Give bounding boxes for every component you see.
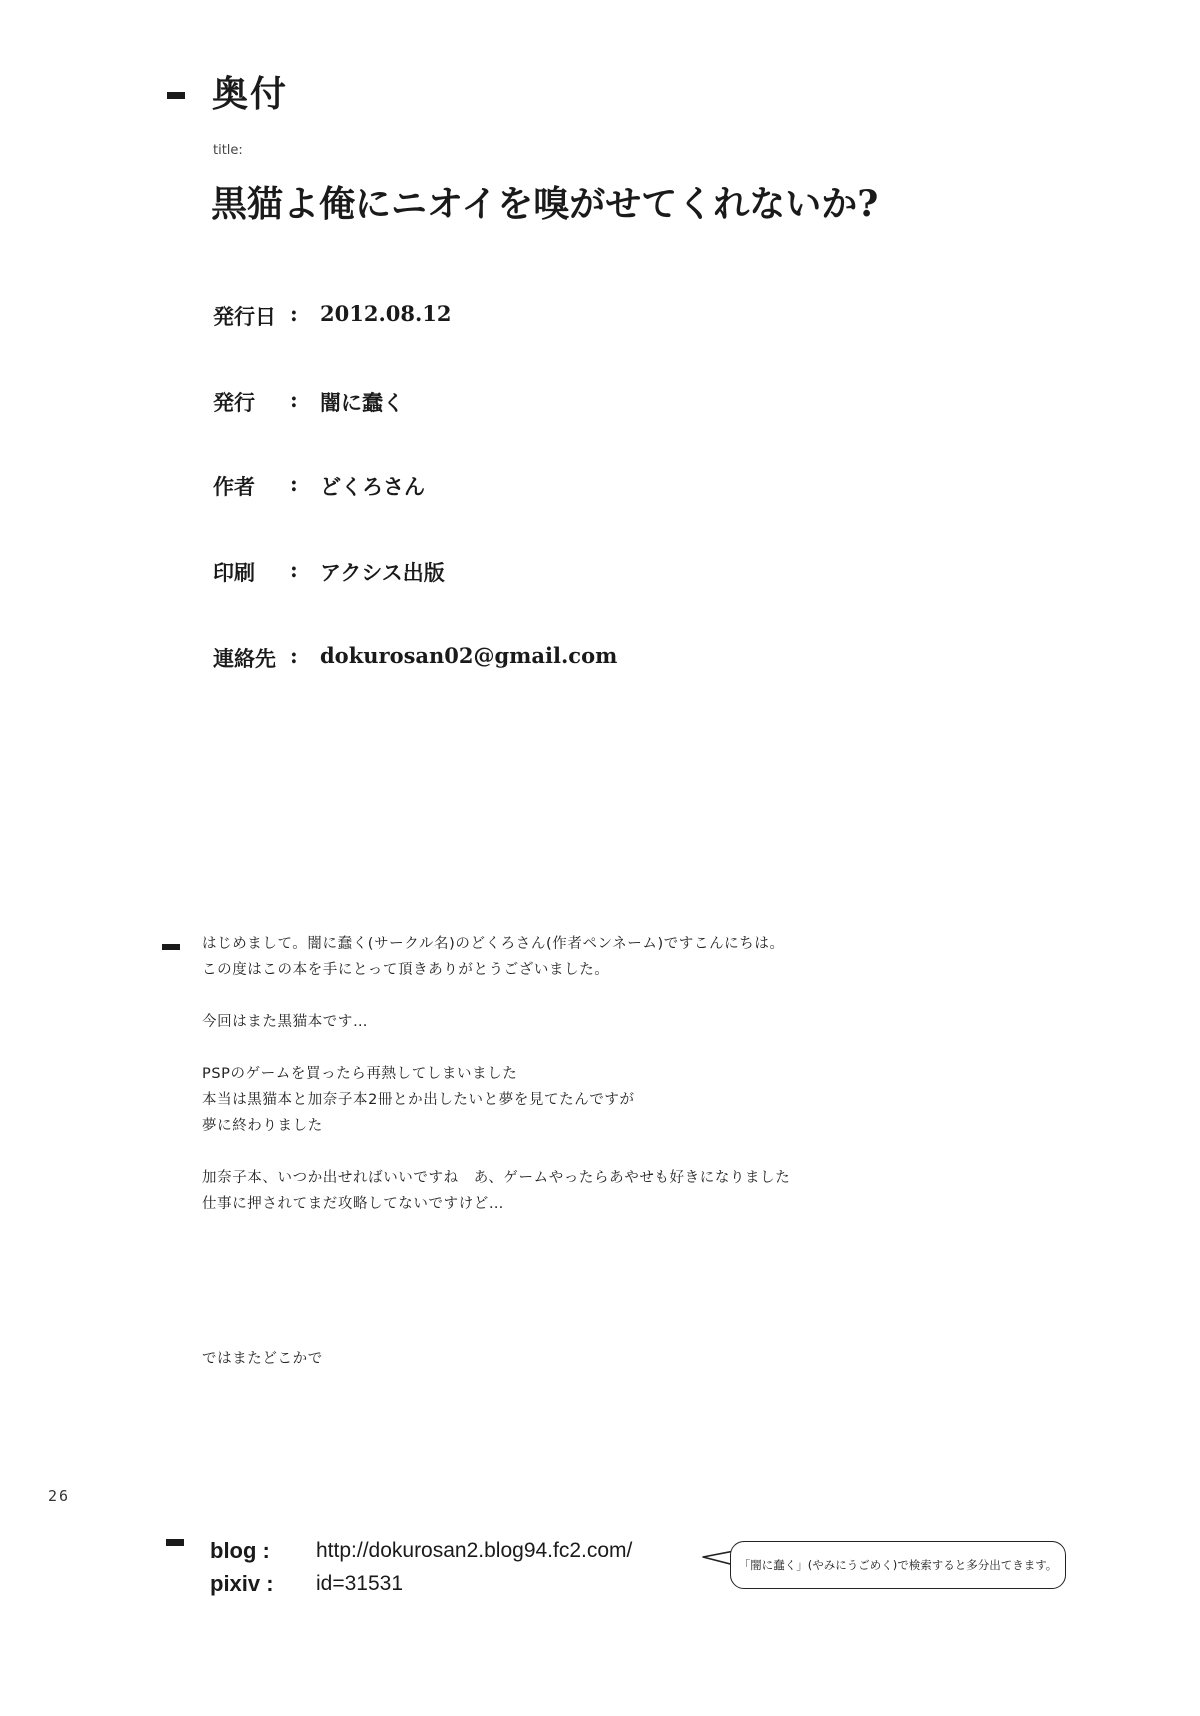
message-block-topic	[202, 1009, 368, 1035]
row-separator: :	[290, 471, 298, 496]
message-line: 本当は黒猫本と加奈子本2冊とか出したいと夢を見てたんですが	[202, 1092, 635, 1108]
message-line: 今回はまた黒猫本です…	[202, 1014, 369, 1030]
message-line: 加奈子本、いつか出せればいいですね あ、ゲームやったらあやせも好きになりました	[202, 1170, 791, 1186]
blog-link[interactable]: http://dokurosan2.blog94.fc2.com/	[316, 1539, 633, 1562]
message-line: はじめまして。闇に蠢く(サークル名)のどくろさん(作者ペンネーム)ですこんにちは。	[202, 936, 785, 952]
title-label: title:	[213, 143, 243, 158]
row-label: 発行日	[213, 304, 276, 329]
row-separator: :	[290, 643, 298, 668]
row-separator: :	[290, 557, 298, 582]
speech-bubble-text: 「闇に蠢く」(やみにうごめく)で検索すると多分出てきます。	[738, 1558, 1058, 1572]
row-value: どくろさん	[320, 474, 425, 499]
page-number: 26	[48, 1487, 71, 1505]
row-label: 連絡先	[213, 646, 276, 671]
speech-bubble	[730, 1541, 1066, 1589]
row-value: アクシス出版	[320, 560, 445, 585]
message-line: 夢に終わりました	[202, 1118, 323, 1134]
row-separator: :	[290, 387, 298, 412]
row-value: 2012.08.12	[320, 301, 452, 326]
message-line: 仕事に押されてまだ攻略してないですけど…	[202, 1196, 504, 1212]
message-line: この度はこの本を手にとって頂きありがとうございました。	[202, 962, 610, 978]
links-dash	[166, 1539, 184, 1546]
message-line: PSPのゲームを買ったら再熱してしまいました	[202, 1066, 518, 1082]
message-block-intro	[202, 931, 785, 983]
row-separator: :	[290, 301, 298, 326]
book-title: 黒猫よ俺にニオイを嗅がせてくれないか?	[211, 183, 879, 225]
row-label: 作者	[213, 474, 255, 499]
row-value: dokurosan02@gmail.com	[320, 643, 618, 668]
section-title: 奥付	[212, 73, 289, 115]
message-block-closing	[202, 1346, 323, 1372]
row-value: 闇に蠢く	[320, 390, 404, 415]
pixiv-id: id=31531	[316, 1572, 404, 1595]
blog-label: blog :	[210, 1538, 270, 1563]
header-dash	[167, 92, 185, 99]
message-block-story	[202, 1061, 635, 1139]
message-dash	[162, 944, 180, 950]
message-line: ではまたどこかで	[202, 1351, 323, 1367]
pixiv-label: pixiv :	[210, 1571, 274, 1596]
row-label: 印刷	[213, 560, 255, 585]
message-block-future	[202, 1165, 790, 1217]
speech-bubble-tail	[700, 1547, 734, 1573]
row-label: 発行	[213, 390, 255, 415]
